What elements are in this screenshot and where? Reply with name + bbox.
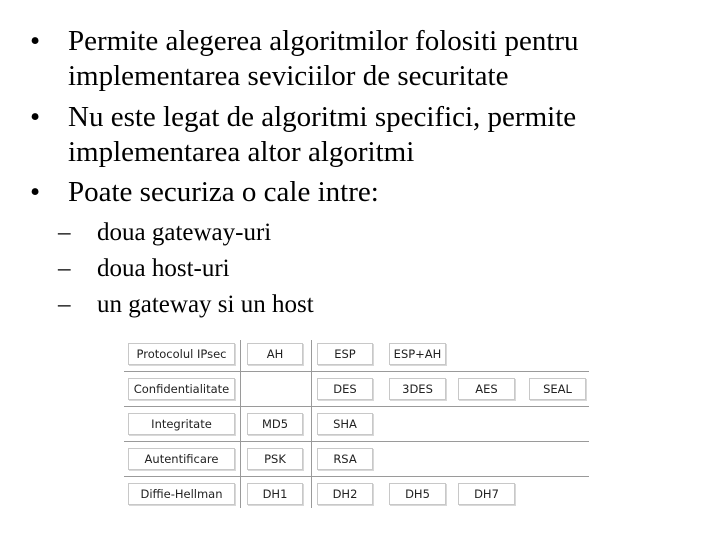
table-column-divider — [311, 340, 312, 508]
table-cell: MD5 — [247, 413, 303, 435]
bullet-text-line: implementarea seviciilor de securitate — [68, 60, 509, 92]
table-cell: DH1 — [247, 483, 303, 505]
table-row-divider — [124, 441, 589, 442]
ipsec-algorithms-table — [124, 340, 589, 508]
table-cell: SEAL — [529, 378, 586, 400]
sub-bullet-marker: – — [58, 255, 71, 282]
bullet-text-line: Poate securiza o cale intre: — [68, 176, 379, 208]
sub-bullet-marker: – — [58, 219, 71, 246]
bullet-text-line: Permite alegerea algoritmilor folositi pentru — [68, 25, 579, 57]
bullet-marker: • — [30, 25, 41, 57]
sub-bullet-marker: – — [58, 291, 71, 318]
table-row-divider — [124, 406, 589, 407]
table-row-label: Integritate — [128, 413, 235, 435]
bullet-marker: • — [30, 176, 41, 208]
table-cell: SHA — [317, 413, 373, 435]
bullet-marker: • — [30, 101, 41, 133]
sub-bullet-text: doua gateway-uri — [97, 219, 272, 246]
table-row-label: Confidentialitate — [128, 378, 235, 400]
sub-bullet-text: doua host-uri — [97, 255, 230, 282]
table-row-divider — [124, 371, 589, 372]
table-cell: DH5 — [389, 483, 446, 505]
table-cell: DES — [317, 378, 373, 400]
table-cell: AH — [247, 343, 303, 365]
table-cell: 3DES — [389, 378, 446, 400]
table-row-divider — [124, 476, 589, 477]
table-cell: PSK — [247, 448, 303, 470]
table-row-label: Diffie-Hellman — [128, 483, 235, 505]
table-cell: RSA — [317, 448, 373, 470]
table-row-label: Autentificare — [128, 448, 235, 470]
table-cell: DH7 — [458, 483, 515, 505]
table-cell: ESP+AH — [389, 343, 446, 365]
table-cell: AES — [458, 378, 515, 400]
table-column-divider — [240, 340, 241, 508]
table-cell: ESP — [317, 343, 373, 365]
bullet-text-line: Nu este legat de algoritmi specifici, permite — [68, 101, 577, 133]
bullet-text-line: implementarea altor algoritmi — [68, 136, 415, 168]
table-cell: DH2 — [317, 483, 373, 505]
sub-bullet-text: un gateway si un host — [97, 291, 314, 318]
table-row-label: Protocolul IPsec — [128, 343, 235, 365]
